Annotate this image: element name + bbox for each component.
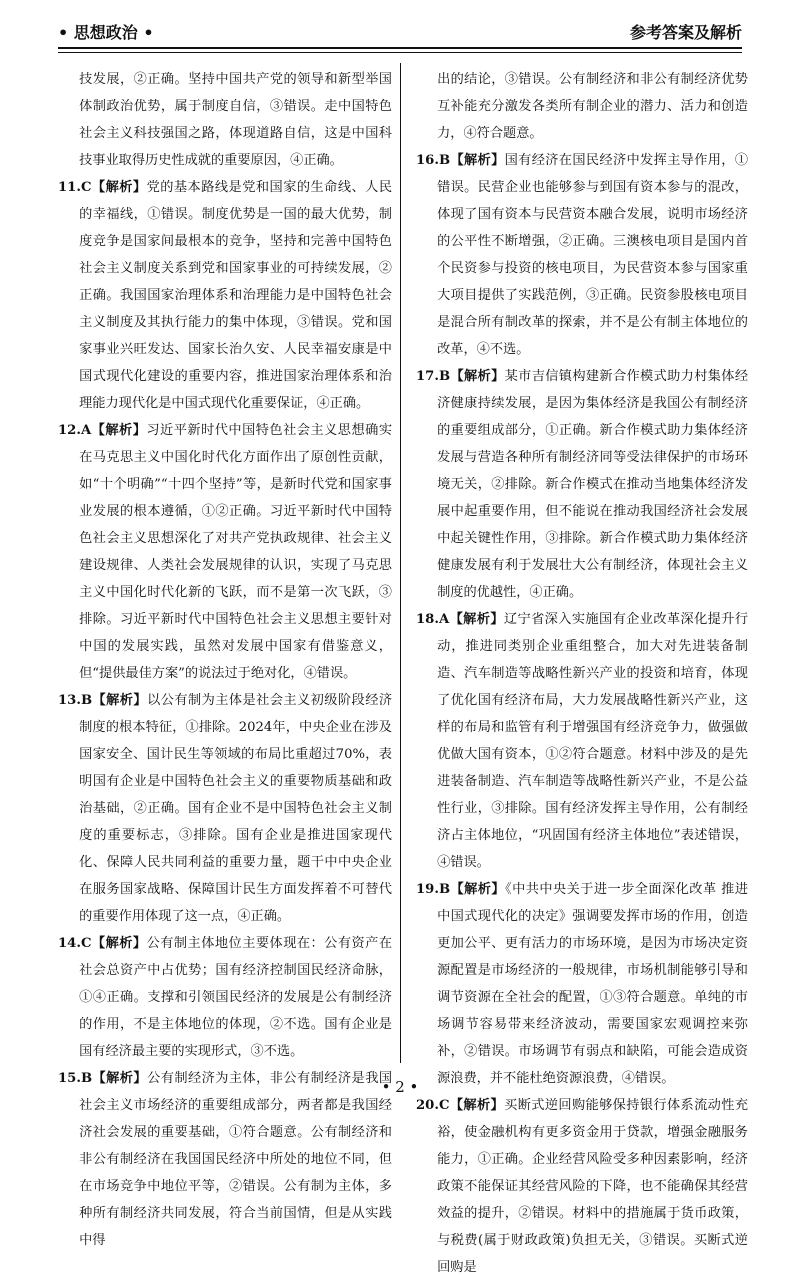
subject-title: • 思想政治 • xyxy=(58,23,154,42)
answer-item-11 xyxy=(58,174,392,417)
answer-item-18 xyxy=(416,606,748,876)
page-number: • 2 • xyxy=(381,1078,419,1096)
continued-paragraph: 出的结论，③错误。公有制经济和非公有制经济优势互补能充分激发各类所有制企业的潜力、活力和创造力，④符合题意。 xyxy=(437,72,748,141)
header-rule-thin xyxy=(58,52,742,53)
analysis-text: 党的基本路线是党和国家的生命线、人民的幸福线，①错误。制度优势是一国的最大优势，制度竞争是国家间最根本的竞争，坚持和完善中国特色社会主义制度关系到党和国家事业的可持续发展，②正确。我国国家治理体系和治理能力是中国特色社会主义制度及其执行能力的集中体现，③错误。党和国家事业兴旺发达、国家长治久安、人民幸福安康是中国式现代化建设的重要内容，推进国家治理体系和治理能力现代化是中国式现代化重要保证，④正确。 xyxy=(79,180,393,411)
answer-number: 17.B xyxy=(416,369,451,384)
analysis-tag: 【解析】 xyxy=(450,882,506,897)
header-rule-thick xyxy=(58,47,742,49)
answer-number: 18.A xyxy=(416,612,450,627)
answer-item-12 xyxy=(58,417,392,687)
answer-number: 13.B xyxy=(58,693,93,708)
analysis-text: 习近平新时代中国特色社会主义思想确实在马克思主义中国化时代化方面作出了原创性贡献，如“十个明确”“十四个坚持”等，是新时代党和国家事业发展的根本遵循，①②正确。习近平新时代中国特色社会主义思想深化了对共产党执政规律、社会主义建设规律、人类社会发展规律的认识，实现了马克思主义中国化时代化新的飞跃，而不是第一次飞跃，③排除。习近平新时代中国特色社会主义思想主要针对中国的发展实践，虽然对发展中国家有借鉴意义，但“提供最佳方案”的说法过于绝对化，④错误。 xyxy=(79,423,393,681)
analysis-text: 公有制经济为主体，非公有制经济是我国社会主义市场经济的重要组成部分，两者都是我国经济社会发展的重要基础，①符合题意。公有制经济和非公有制经济在我国国民经济中所处的地位不同，但在市场竞争中地位平等，②错误。公有制为主体，多种所有制经济共同发展，符合当前国情，但是从实践中得 xyxy=(79,1071,393,1248)
analysis-text: 以公有制为主体是社会主义初级阶段经济制度的根本特征，①排除。2024年，中央企业在涉及国家安全、国计民生等领域的布局比重超过70%，表明国有企业是中国特色社会主义的重要物质基础和政治基础，②正确。国有企业不是中国特色社会主义制度的重要标志，③排除。国有企业是推进国家现代化、保障人民共同利益的重要力量，题干中中央企业在服务国家战略、保障国计民生方面发挥着不可替代的重要作用体现了这一点，④正确。 xyxy=(79,693,393,924)
answer-number: 14.C xyxy=(58,936,92,951)
analysis-text: 买断式逆回购能够保持银行体系流动性充裕，使金融机构有更多资金用于贷款，增强金融服务能力，①正确。企业经营风险受多种因素影响，经济政策不能保证其经营风险的下降，也不能确保其经营效益的提升，②错误。材料中的措施属于货币政策，与税费(属于财政政策)负担无关，③错误。买断式逆回购是 xyxy=(437,1098,749,1275)
answer-item-14 xyxy=(58,930,392,1065)
analysis-tag: 【解析】 xyxy=(91,936,147,951)
analysis-text: 《中共中央关于进一步全面深化改革 推进中国式现代化的决定》强调要发挥市场的作用，创造更加公平、更有活力的市场环境，是因为市场决定资源配置是市场经济的一般规律，市场机制能够引导和调节资源在全社会的配置，①③符合题意。单纯的市场调节容易带来经济波动，需要国家宏观调控来弥补，②错误。市场调节有弱点和缺陷，可能会造成资源浪费，并不能杜绝资源浪费，④错误。 xyxy=(437,882,749,1086)
page-header xyxy=(58,18,742,44)
analysis-tag: 【解析】 xyxy=(449,612,504,627)
analysis-tag: 【解析】 xyxy=(450,369,505,384)
answer-item-19 xyxy=(416,876,748,1092)
analysis-tag: 【解析】 xyxy=(91,423,147,438)
analysis-text: 国有经济在国民经济中发挥主导作用，①错误。民营企业也能够参与到国有资本参与的混改，体现了国有资本与民营资本融合发展，说明市场经济的公平性不断增强，②正确。三澳核电项目是国内首个民资参与投资的核电项目，为民营资本参与国家重大项目提供了实践范例，③正确。民资参股核电项目是混合所有制改革的探索，并不是公有制主体地位的改革，④不选。 xyxy=(437,153,749,357)
analysis-tag: 【解析】 xyxy=(449,1098,505,1113)
analysis-tag: 【解析】 xyxy=(91,180,147,195)
answer-number: 12.A xyxy=(58,423,92,438)
answer-item-20 xyxy=(416,1092,748,1281)
answer-item-17 xyxy=(416,363,748,606)
answer-number: 16.B xyxy=(416,153,451,168)
analysis-tag: 【解析】 xyxy=(450,153,505,168)
answer-item-16 xyxy=(416,147,748,363)
answer-number: 11.C xyxy=(58,180,92,195)
right-column xyxy=(416,66,748,1281)
continued-paragraph: 技发展，②正确。坚持中国共产党的领导和新型举国体制政治优势，属于制度自信，③错误。走中国特色社会主义科技强国之路，体现道路自信，这是中国科技事业取得历史性成就的重要原因，④正确。 xyxy=(79,72,392,168)
analysis-text: 某市吉信镇构建新合作模式助力村集体经济健康持续发展，是因为集体经济是我国公有制经济的重要组成部分，①正确。新合作模式助力集体经济发展与营造各种所有制经济同等受法律保护的市场环境无关，②排除。新合作模式在推动当地集体经济发展中起重要作用，但不能说在推动我国经济社会发展中起关键性作用，③排除。新合作模式助力集体经济健康发展有利于发展壮大公有制经济，体现社会主义制度的优越性，④正确。 xyxy=(437,369,749,600)
analysis-text: 公有制主体地位主要体现在：公有资产在社会总资产中占优势；国有经济控制国民经济命脉，①④正确。支撑和引领国民经济的发展是公有制经济的作用，不是主体地位的体现，②不选。国有企业是国有经济最主要的实现形式，③不选。 xyxy=(79,936,393,1059)
answer-number: 20.C xyxy=(416,1098,450,1113)
column-divider xyxy=(400,63,401,1063)
analysis-tag: 【解析】 xyxy=(92,1071,148,1086)
analysis-tag: 【解析】 xyxy=(92,693,148,708)
analysis-text: 辽宁省深入实施国有企业改革深化提升行动，推进同类别企业重组整合，加大对先进装备制造、汽车制造等战略性新兴产业的投资和培育，体现了优化国有经济布局，大力发展战略性新兴产业，这样的布局和监管有利于增强国有经济竞争力，做强做优做大国有资本，①②符合题意。材料中涉及的是先进装备制造、汽车制造等战略性新兴产业，不是公益性行业，③排除。国有经济发挥主导作用，公有制经济占主体地位，“巩固国有经济主体地位”表述错误，④错误。 xyxy=(437,612,749,870)
answer-number: 19.B xyxy=(416,882,451,897)
section-title: 参考答案及解析 xyxy=(629,23,742,42)
answer-item-13 xyxy=(58,687,392,930)
left-column xyxy=(58,66,392,1254)
answer-number: 15.B xyxy=(58,1071,93,1086)
